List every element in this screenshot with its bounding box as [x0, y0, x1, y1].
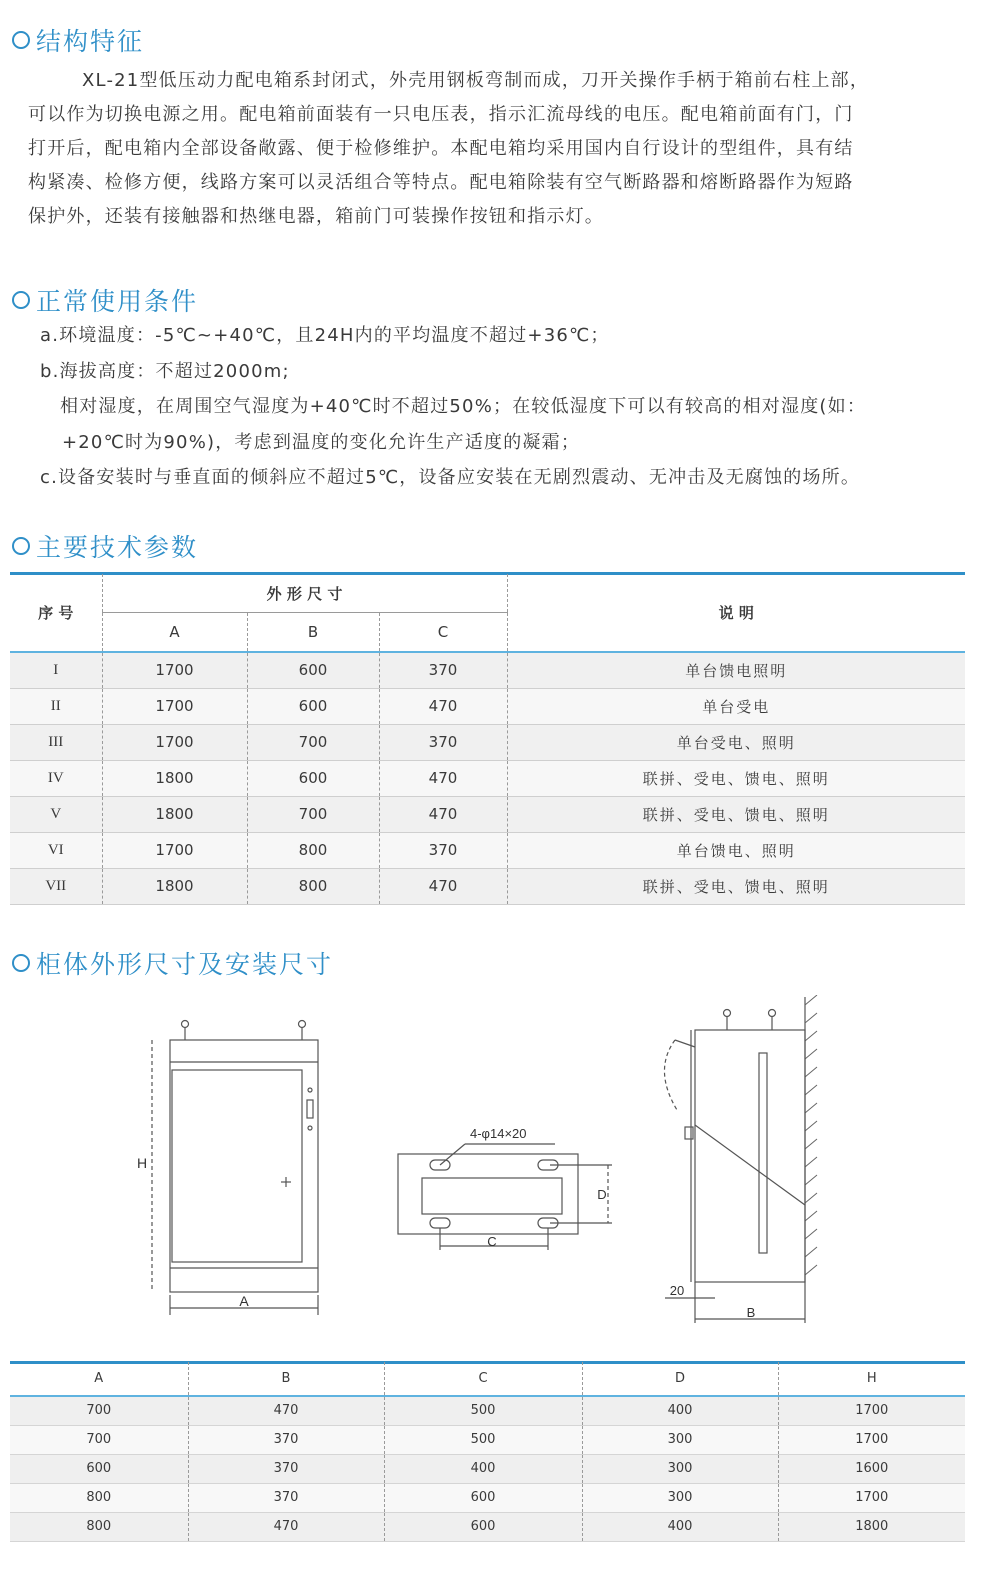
table-cell: 400 [384, 1454, 582, 1483]
cell-desc: 联拼、受电、馈电、照明 [507, 760, 965, 796]
table-row [10, 724, 965, 760]
cell-desc: 联拼、受电、馈电、照明 [507, 796, 965, 832]
table-row [10, 652, 965, 688]
col-header-a: A [10, 1362, 188, 1396]
table-cell: 500 [384, 1425, 582, 1454]
cell-c: 370 [379, 832, 507, 868]
cell-desc: 联拼、受电、馈电、照明 [507, 868, 965, 904]
col-header-a: A [102, 613, 247, 653]
table-cell: 700 [10, 1396, 188, 1425]
table-row [10, 868, 965, 904]
cell-no: II [10, 688, 102, 724]
label-b: B [746, 1305, 756, 1320]
cell-a: 1700 [102, 688, 247, 724]
cell-c: 470 [379, 796, 507, 832]
cell-c: 370 [379, 724, 507, 760]
side-view-diagram [655, 995, 835, 1330]
table-cell: 400 [582, 1512, 778, 1541]
cell-b: 800 [247, 832, 379, 868]
section-title-conditions: 正常使用条件 [12, 282, 198, 318]
col-header-dims: 外 形 尺 寸 [102, 574, 507, 613]
condition-line: a.环境温度：-5℃~+40℃，且24H内的平均温度不超过+36℃； [40, 325, 610, 346]
cell-desc: 单台受电、照明 [507, 724, 965, 760]
cell-no: VI [10, 832, 102, 868]
cell-b: 600 [247, 760, 379, 796]
cell-b: 700 [247, 724, 379, 760]
col-header-c: C [384, 1362, 582, 1396]
cell-desc: 单台馈电照明 [507, 652, 965, 688]
section-title-structure: 结构特征 [12, 22, 144, 58]
table-cell: 300 [582, 1454, 778, 1483]
table-cell: 300 [582, 1425, 778, 1454]
table-row [10, 1512, 965, 1541]
circle-bullet-icon [12, 537, 30, 555]
circle-bullet-icon [12, 31, 30, 49]
cell-a: 1800 [102, 796, 247, 832]
table-cell: 1600 [778, 1454, 965, 1483]
col-header-no: 序 号 [10, 574, 102, 652]
table-cell: 700 [10, 1425, 188, 1454]
label-h: H [136, 1155, 148, 1171]
condition-line: c.设备安装时与垂直面的倾斜应不超过5℃，设备应安装在无剧烈震动、无冲击及无腐蚀的场所。 [40, 467, 861, 488]
structure-line: 可以作为切换电源之用。配电箱前面装有一只电压表，指示汇流母线的电压。配电箱前面有门，门 [28, 104, 854, 125]
table-row [10, 1396, 965, 1425]
cell-a: 1700 [102, 832, 247, 868]
col-header-b: B [247, 613, 379, 653]
col-header-b: B [188, 1362, 384, 1396]
col-header-c: C [379, 613, 507, 653]
cell-c: 470 [379, 760, 507, 796]
table-cell: 600 [384, 1483, 582, 1512]
cell-no: VII [10, 868, 102, 904]
label-c: C [487, 1234, 497, 1249]
table-cell: 1800 [778, 1512, 965, 1541]
structure-line: 构紧凑、检修方便，线路方案可以灵活组合等特点。配电箱除装有空气断路器和熔断路器作为短路 [28, 172, 854, 193]
table-cell: 500 [384, 1396, 582, 1425]
cell-a: 1800 [102, 868, 247, 904]
table-cell: 1700 [778, 1396, 965, 1425]
table-cell: 470 [188, 1396, 384, 1425]
table-row [10, 688, 965, 724]
cell-b: 700 [247, 796, 379, 832]
cell-a: 1800 [102, 760, 247, 796]
cell-c: 470 [379, 688, 507, 724]
col-header-desc: 说 明 [718, 604, 754, 622]
cell-a: 1700 [102, 652, 247, 688]
cell-b: 600 [247, 652, 379, 688]
cell-no: IV [10, 760, 102, 796]
table-row [10, 1454, 965, 1483]
table-cell: 400 [582, 1396, 778, 1425]
table-row [10, 760, 965, 796]
table-cell: 1700 [778, 1425, 965, 1454]
label-offset: 20 [669, 1283, 685, 1298]
label-d: D [597, 1187, 607, 1202]
table-cell: 470 [188, 1512, 384, 1541]
label-hole: 4-φ14×20 [470, 1126, 527, 1141]
condition-line: b.海拔高度：不超过2000m; [40, 360, 290, 382]
cell-a: 1700 [102, 724, 247, 760]
table-cell: 600 [10, 1454, 188, 1483]
table-cell: 370 [188, 1454, 384, 1483]
table-cell: 300 [582, 1483, 778, 1512]
col-header-h: H [866, 1371, 877, 1386]
front-view-diagram [130, 1010, 330, 1320]
params-table [10, 574, 965, 905]
cell-no: III [10, 724, 102, 760]
conditions-list [40, 318, 990, 496]
section-title-install: 柜体外形尺寸及安装尺寸 [12, 945, 333, 981]
base-view-diagram [390, 1120, 630, 1255]
cell-c: 470 [379, 868, 507, 904]
structure-line: 保护外，还装有接触器和热继电器，箱前门可装操作按钮和指示灯。 [28, 206, 604, 227]
condition-line: +20℃时为90%)，考虑到温度的变化允许生产适度的凝霜； [62, 431, 581, 453]
table-row [10, 1483, 965, 1512]
condition-line: 相对湿度，在周围空气湿度为+40℃时不超过50%；在较低湿度下可以有较高的相对湿度(如： [60, 396, 867, 417]
circle-bullet-icon [12, 291, 30, 309]
table-cell: 800 [10, 1483, 188, 1512]
table-cell: 800 [10, 1512, 188, 1541]
table-row [10, 832, 965, 868]
cell-c: 370 [379, 652, 507, 688]
cell-b: 800 [247, 868, 379, 904]
structure-paragraph [28, 64, 978, 234]
table-cell: 370 [188, 1483, 384, 1512]
cell-b: 600 [247, 688, 379, 724]
cell-no: V [10, 796, 102, 832]
table-cell: 370 [188, 1425, 384, 1454]
table-cell: 1700 [778, 1483, 965, 1512]
section-title-params: 主要技术参数 [12, 528, 198, 564]
table-cell: 600 [384, 1512, 582, 1541]
cell-desc: 单台馈电、照明 [507, 832, 965, 868]
cell-desc: 单台受电 [507, 688, 965, 724]
cell-no: I [10, 652, 102, 688]
circle-bullet-icon [12, 954, 30, 972]
structure-line: XL-21型低压动力配电箱系封闭式，外壳用钢板弯制而成，刀开关操作手柄于箱前右柱上部， [82, 70, 870, 91]
table-row [10, 1425, 965, 1454]
label-a: A [239, 1293, 249, 1309]
structure-line: 打开后，配电箱内全部设备敞露、便于检修维护。本配电箱均采用国内自行设计的型组件，具有结 [28, 138, 854, 159]
table-row [10, 796, 965, 832]
install-table [10, 1362, 965, 1542]
col-header-d: D [582, 1362, 778, 1396]
